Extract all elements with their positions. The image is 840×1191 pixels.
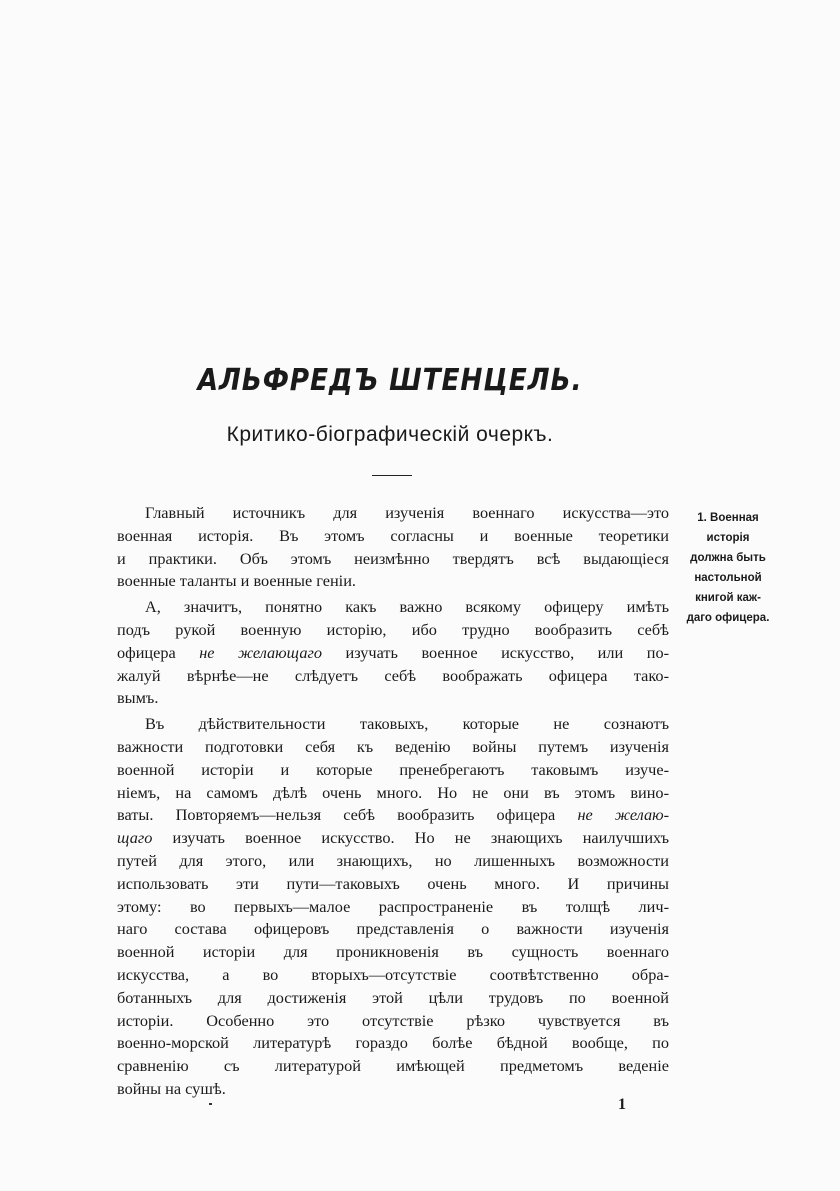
text-line: использовать эти пути—таковыхъ очень много. И причины (117, 873, 669, 893)
text-line: ніемъ, на самомъ дѣлѣ очень много. Но не они въ этомъ вино- (117, 782, 669, 802)
margin-note (678, 508, 778, 628)
text-line: исторіи. Особенно это отсутствіе рѣзко чувствуется въ (117, 1010, 669, 1030)
page-title: АЛЬФРЕДЪ ШТЕНЦЕЛЬ. (197, 363, 583, 398)
paragraph-2 (117, 596, 669, 710)
text-line: военные таланты и военные геніи. (117, 571, 356, 591)
text-line: ботанныхъ для достиженія этой цѣли трудовъ по военной (117, 987, 669, 1007)
text-line: войны на сушѣ. (117, 1078, 226, 1098)
text-line: Въ дѣйствительности таковыхъ, которые не сознаютъ (145, 714, 669, 734)
page-subtitle: Критико-біографическій очеркъ. (226, 423, 554, 446)
paragraph-1 (117, 502, 669, 593)
text-line: военной исторіи для проникновенія въ сущность военнаго (117, 942, 669, 962)
text-line: щаго изучать военное искусство. Но не знающихъ наилучшихъ (117, 828, 669, 848)
print-mark (209, 1103, 212, 1105)
margin-note-line: книгой каж- (695, 592, 761, 604)
margin-note-line: даго офицера. (686, 612, 770, 624)
margin-note-line: исторія (706, 532, 750, 544)
margin-note-line: должна быть (690, 552, 766, 564)
margin-note-line: 1. Военная (697, 512, 759, 524)
text-line: сравненію съ литературой имѣющей предметомъ веденіе (117, 1056, 669, 1076)
text-line: военно-морской литературѣ гораздо болѣе бѣдной вообще, по (117, 1033, 669, 1053)
body-text (117, 502, 669, 1104)
text-line: искусства, а во вторыхъ—отсутствіе соотвѣтственно обра- (117, 964, 669, 984)
text-line: военной исторіи и которые пренебрегаютъ таковымъ изуче- (117, 759, 669, 779)
text-line: военная исторія. Въ этомъ согласны и военные теоретики (117, 525, 669, 545)
text-line: офицера не желающаго изучать военное искусство, или по- (117, 642, 670, 662)
text-line: жалуй вѣрнѣе—не слѣдуетъ себѣ воображать офицера тако- (117, 665, 669, 685)
text-line: важности подготовки себя къ веденію войны путемъ изученія (117, 736, 669, 756)
paragraph-3 (117, 713, 669, 1101)
text-line: Главный источникъ для изученія военнаго искусства—это (145, 503, 669, 522)
text-line: этому: во первыхъ—малое распространеніе въ толщѣ лич- (117, 896, 669, 916)
margin-note-line: настольной (694, 572, 762, 584)
page-number: 1 (618, 1096, 626, 1113)
text-line: путей для этого, или знающихъ, но лишенныхъ возможности (117, 850, 669, 870)
text-line: А, значитъ, понятно какъ важно всякому офицеру имѣть (145, 597, 669, 617)
text-line: ваты. Повторяемъ—нельзя себѣ вообразить офицера не желаю- (117, 805, 670, 825)
text-line: подъ рукой военную исторію, ибо трудно вообразить себѣ (117, 619, 669, 639)
text-line: вымъ. (117, 688, 159, 708)
text-line: наго состава офицеровъ представленія о важности изученія (117, 919, 669, 939)
title-divider (372, 475, 412, 476)
text-line: и практики. Объ этомъ неизмѣнно твердятъ всѣ выдающіеся (117, 548, 669, 568)
